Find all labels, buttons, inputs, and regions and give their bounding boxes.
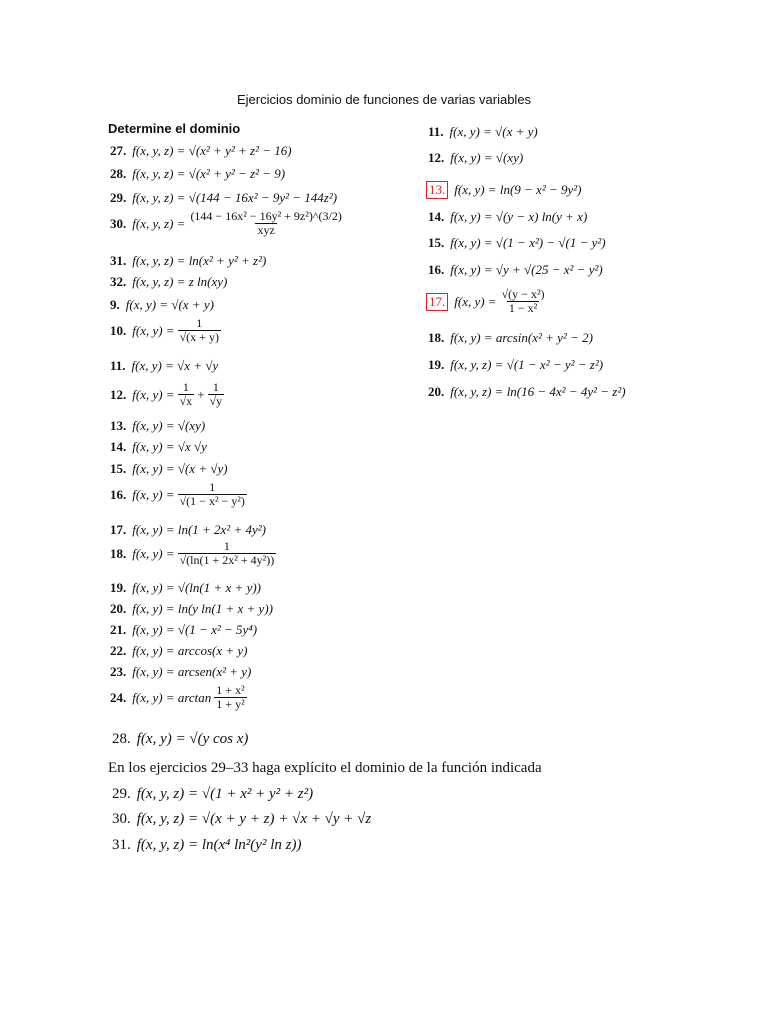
exercise-rhs: √(1 − x² − 5y⁴) <box>177 622 258 637</box>
fraction-denominator: xyz <box>257 223 275 237</box>
exercise-lhs: f(x, y) = <box>132 418 175 433</box>
exercise-lhs: f(x, y) = <box>132 322 175 338</box>
exercise-number: 31. <box>112 837 131 853</box>
exercise-lhs: f(x, y, z) = <box>136 837 199 853</box>
exercise-item <box>110 297 214 313</box>
exercise-rhs: √y + √(25 − x² − y²) <box>495 262 603 277</box>
exercise-lhs: f(x, y) = <box>454 293 497 309</box>
exercise-item <box>110 481 250 508</box>
exercise-rhs: √(xy) <box>495 150 524 165</box>
exercise-item <box>110 418 205 434</box>
exercise-lhs: f(x, y, z) = <box>132 166 186 181</box>
exercise-rhs: ln(9 − x² − 9y²) <box>499 182 582 197</box>
exercise-rhs: √(xy) <box>177 418 206 433</box>
exercise-lhs: f(x, y, z) = <box>132 274 186 289</box>
exercise-item <box>110 317 224 344</box>
fraction <box>214 684 246 711</box>
exercise-lhs: f(x, y) = <box>450 262 493 277</box>
exercise-lhs: f(x, y, z) = <box>132 253 186 268</box>
exercise-rhs: √(x + √y) <box>177 461 228 476</box>
exercise-number-highlighted: 13. <box>426 181 448 199</box>
exercise-lhs: f(x, y, z) = <box>132 143 186 158</box>
exercise-item <box>110 684 250 711</box>
exercise-lhs: f(x, y) = <box>449 124 492 139</box>
exercise-number: 15. <box>110 461 127 476</box>
exercise-number: 19. <box>110 580 127 595</box>
fraction-denominator: √x <box>179 394 193 408</box>
exercise-lhs: f(x, y) = arctan <box>132 689 212 705</box>
exercise-lhs: f(x, y) = <box>450 209 493 224</box>
exercise-rhs: z ln(xy) <box>188 274 228 289</box>
exercise-rhs: √(y − x) ln(y + x) <box>495 209 588 224</box>
exercise-number: 28. <box>112 731 131 747</box>
exercise-number: 21. <box>110 622 127 637</box>
exercise-rhs: ln(x⁴ ln²(y² ln z)) <box>201 837 302 853</box>
fraction <box>178 481 247 508</box>
exercise-item <box>428 384 626 400</box>
exercise-rhs: √(y cos x) <box>189 731 249 747</box>
exercise-rhs: √x √y <box>177 439 207 454</box>
exercise-rhs: arcsin(x² + y² − 2) <box>495 330 593 345</box>
exercise-item <box>110 210 347 237</box>
fraction-numerator: 1 <box>223 539 230 553</box>
exercise-number: 12. <box>110 386 127 402</box>
exercise-number: 17. <box>110 522 127 537</box>
exercise-number: 16. <box>110 486 127 502</box>
page-title: Ejercicios dominio de funciones de varias variables <box>236 92 532 107</box>
exercise-number-highlighted: 17. <box>426 293 448 311</box>
exercise-item <box>112 785 313 804</box>
exercise-item <box>112 810 371 829</box>
exercise-rhs: √(1 + x² + y² + z²) <box>201 786 314 802</box>
fraction-numerator: √(y − x²) <box>501 287 545 301</box>
exercise-item <box>110 358 218 374</box>
exercise-number: 19. <box>428 357 445 372</box>
exercise-lhs: f(x, y) = <box>132 664 175 679</box>
exercise-number: 20. <box>110 601 127 616</box>
exercise-item <box>110 664 251 680</box>
exercise-rhs: √x + √y <box>177 358 219 373</box>
exercise-rhs: √(1 − x²) − √(1 − y²) <box>495 235 606 250</box>
exercise-number: 18. <box>110 545 127 561</box>
exercise-lhs: f(x, y) = <box>132 486 175 502</box>
exercise-item <box>112 730 248 749</box>
exercise-item <box>428 357 603 373</box>
exercise-number: 23. <box>110 664 127 679</box>
exercise-rhs: √(x² + y² − z² − 9) <box>188 166 286 181</box>
exercise-number: 22. <box>110 643 127 658</box>
exercise-item <box>110 601 273 617</box>
exercise-lhs: f(x, y) = <box>132 439 175 454</box>
exercise-lhs: f(x, y) = <box>136 731 186 747</box>
exercise-number: 31. <box>110 253 127 268</box>
exercise-item <box>110 253 266 269</box>
exercise-item <box>110 143 292 159</box>
exercise-rhs: ln(y ln(1 + x + y)) <box>177 601 273 616</box>
exercise-number: 28. <box>110 166 127 181</box>
exercise-rhs: √(x + y) <box>171 297 214 312</box>
fraction <box>208 381 225 408</box>
exercise-item <box>110 540 279 567</box>
exercise-number: 29. <box>112 786 131 802</box>
exercise-lhs: f(x, y) = <box>132 461 175 476</box>
exercise-item <box>112 836 301 855</box>
exercise-number: 20. <box>428 384 445 399</box>
exercise-lhs: f(x, y) = <box>131 358 174 373</box>
exercise-lhs: f(x, y) = <box>450 330 493 345</box>
exercise-number: 10. <box>110 322 127 338</box>
fraction-numerator: 1 <box>209 480 216 494</box>
exercise-item <box>110 580 261 596</box>
exercise-rhs: ln(16 − 4x² − 4y² − z²) <box>506 384 626 399</box>
fraction-numerator: (144 − 16x² − 16y² + 9z²)^(3/2) <box>190 209 342 223</box>
exercise-item <box>110 190 337 206</box>
exercise-lhs: f(x, y) = <box>132 643 175 658</box>
exercise-number: 30. <box>112 811 131 827</box>
exercise-lhs: f(x, y, z) = <box>450 357 504 372</box>
exercise-rhs: √(x + y + z) + √x + √y + √z <box>201 811 372 827</box>
fraction-denominator: 1 − x² <box>508 301 538 315</box>
exercise-rhs: arcsen(x² + y) <box>177 664 252 679</box>
exercise-item <box>428 209 587 225</box>
exercise-number: 32. <box>110 274 127 289</box>
exercise-item <box>428 124 538 140</box>
exercise-number: 30. <box>110 215 127 231</box>
instruction-text: En los ejercicios 29–33 haga explícito el dominio de la función indicada <box>108 760 542 776</box>
exercise-item <box>428 330 593 346</box>
fraction-numerator: 1 <box>212 380 219 394</box>
exercise-lhs: f(x, y) = <box>450 235 493 250</box>
exercise-rhs: √(1 − x² − y² − z²) <box>506 357 604 372</box>
exercise-number: 15. <box>428 235 445 250</box>
exercise-lhs: f(x, y, z) = <box>136 811 199 827</box>
exercise-rhs: √(x² + y² + z² − 16) <box>188 143 292 158</box>
exercise-lhs: f(x, y) = <box>132 580 175 595</box>
fraction <box>178 317 221 344</box>
exercise-item <box>110 381 227 408</box>
fraction-numerator: 1 <box>196 316 203 330</box>
exercise-number: 11. <box>428 124 444 139</box>
exercise-number: 13. <box>110 418 127 433</box>
exercise-rhs: ln(x² + y² + z²) <box>188 253 267 268</box>
exercise-lhs: f(x, y, z) = <box>132 190 186 205</box>
fraction-denominator: √(x + y) <box>179 330 219 344</box>
exercise-number: 9. <box>110 297 120 312</box>
exercise-lhs: f(x, y) = <box>132 545 175 561</box>
exercise-rhs: √(ln(1 + x + y)) <box>177 580 261 595</box>
exercise-number: 14. <box>110 439 127 454</box>
exercise-number: 16. <box>428 262 445 277</box>
exercise-item <box>110 461 228 477</box>
exercise-lhs: f(x, y, z) = <box>136 786 199 802</box>
exercise-number: 27. <box>110 143 127 158</box>
fraction <box>178 540 277 567</box>
exercise-item <box>426 288 550 315</box>
exercise-number: 24. <box>110 689 127 705</box>
exercise-lhs: f(x, y) = <box>132 622 175 637</box>
fraction <box>178 381 195 408</box>
fraction <box>500 288 547 315</box>
exercise-item <box>428 235 606 251</box>
exercise-rhs: ln(1 + 2x² + 4y²) <box>177 522 266 537</box>
fraction-denominator: √y <box>209 394 223 408</box>
fraction-denominator: √(1 − x² − y²) <box>179 494 245 508</box>
exercise-lhs: f(x, y, z) = <box>132 215 186 231</box>
exercise-item <box>426 181 582 199</box>
exercise-item <box>110 274 227 290</box>
exercise-item <box>110 643 248 659</box>
exercise-number: 14. <box>428 209 445 224</box>
exercise-number: 12. <box>428 150 445 165</box>
fraction-numerator: 1 <box>182 380 189 394</box>
section-heading: Determine el dominio <box>108 121 241 136</box>
fraction <box>188 210 343 237</box>
exercise-lhs: f(x, y) = <box>132 522 175 537</box>
fraction-denominator: √(ln(1 + 2x² + 4y²)) <box>179 553 275 567</box>
exercise-lhs: f(x, y) = <box>132 386 175 402</box>
exercise-lhs: f(x, y) = <box>125 297 169 312</box>
exercise-item <box>110 622 257 638</box>
fraction-denominator: 1 + y² <box>216 697 245 711</box>
exercise-rhs: √(x + y) <box>495 124 538 139</box>
exercise-lhs: f(x, y) = <box>450 150 493 165</box>
fraction-numerator: 1 + x² <box>216 683 245 697</box>
exercise-item <box>110 439 207 455</box>
exercise-item <box>428 262 603 278</box>
exercise-rhs: arccos(x + y) <box>177 643 248 658</box>
exercise-item <box>110 166 285 182</box>
plus-sign: + <box>197 386 205 402</box>
exercise-item <box>110 522 266 538</box>
exercise-rhs: √(144 − 16x² − 9y² − 144z²) <box>188 190 338 205</box>
exercise-number: 18. <box>428 330 445 345</box>
exercise-lhs: f(x, y, z) = <box>450 384 504 399</box>
exercise-number: 29. <box>110 190 127 205</box>
exercise-number: 11. <box>110 358 126 373</box>
exercise-lhs: f(x, y) = <box>454 182 497 197</box>
exercise-item <box>428 150 523 166</box>
exercise-lhs: f(x, y) = <box>132 601 175 616</box>
